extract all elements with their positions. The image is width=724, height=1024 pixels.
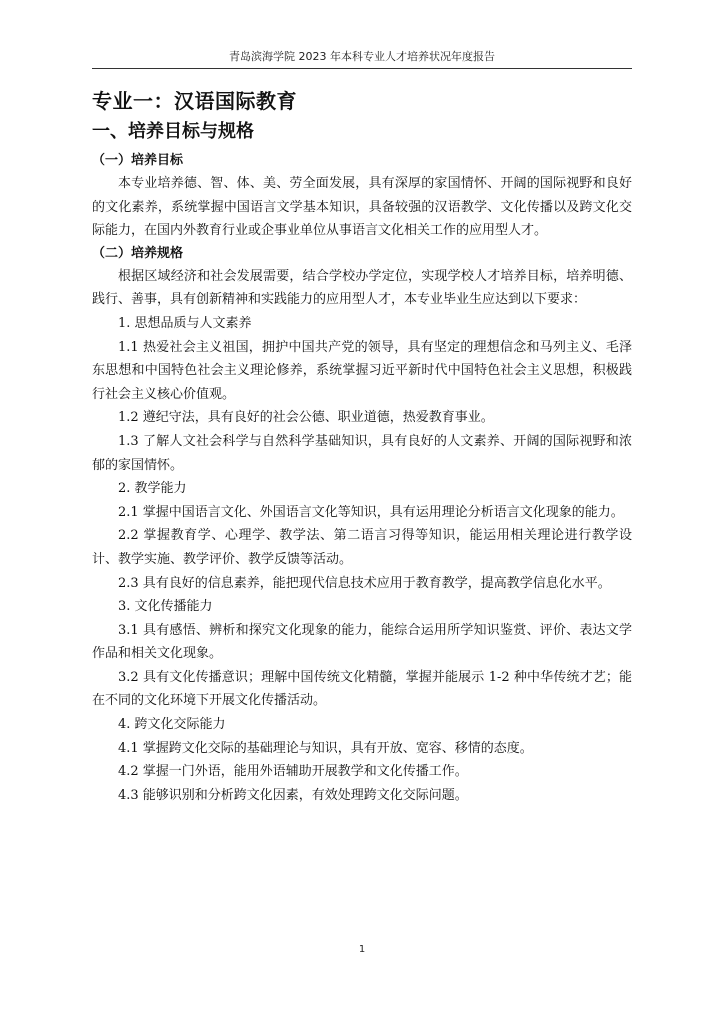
- section-title-training: 一、培养目标与规格: [92, 121, 254, 142]
- goal-paragraph: 本专业培养德、智、体、美、劳全面发展，具有深厚的家国情怀、开阔的国际视野和良好的文化素养，系统掌握中国语言文学基本知识，具备较强的汉语教学、文化传播以及跨文化交际能力，在国内外教育行业或企事业单位从事语言文化相关工作的应用型人才。: [92, 176, 632, 239]
- document-body: [92, 86, 632, 807]
- spec-item-2-1: 2.1 掌握中国语言文化、外国语言文化等知识，具有运用理论分析语言文化现象的能力。: [118, 504, 624, 520]
- major-title: 专业一：汉语国际教育: [92, 89, 297, 113]
- spec-item-1-3: 1.3 了解人文社会科学与自然科学基础知识，具有良好的人文素养、开阔的国际视野和浓郁的家国情怀。: [92, 433, 632, 473]
- spec-item-2-3: 2.3 具有良好的信息素养，能把现代信息技术应用于教育教学，提高教学信息化水平。: [118, 575, 611, 591]
- page-number: 1: [358, 944, 366, 955]
- spec-item-1-1: 1.1 热爱社会主义祖国，拥护中国共产党的领导，具有坚定的理想信念和马列主义、毛泽东思想和中国特色社会主义理论修养，系统掌握习近平新时代中国特色社会主义思想，积极践行社会主义核心价值观。: [92, 339, 632, 402]
- running-header: 青岛滨海学院 2023 年本科专业人才培养状况年度报告: [229, 50, 495, 63]
- spec-item-4-3: 4.3 能够识别和分析跨文化因素，有效处理跨文化交际问题。: [118, 787, 468, 803]
- spec-heading-1: 1. 思想品质与人文素养: [118, 315, 252, 331]
- spec-item-3-1: 3.1 具有感悟、辨析和探究文化现象的能力，能综合运用所学知识鉴赏、评价、表达文学作品和相关文化现象。: [92, 622, 632, 662]
- header-divider: [92, 68, 632, 69]
- spec-item-1-2: 1.2 遵纪守法，具有良好的社会公德、职业道德，热爱教育事业。: [118, 410, 494, 426]
- spec-item-4-2: 4.2 掌握一门外语，能用外语辅助开展教学和文化传播工作。: [118, 764, 468, 780]
- spec-item-2-2: 2.2 掌握教育学、心理学、教学法、第二语言习得等知识，能运用相关理论进行教学设计、教学实施、教学评价、教学反馈等活动。: [92, 528, 632, 567]
- spec-heading-3: 3. 文化传播能力: [118, 599, 213, 615]
- spec-item-3-2: 3.2 具有文化传播意识；理解中国传统文化精髓，掌握并能展示 1-2 种中华传统才艺；能在不同的文化环境下开展文化传播活动。: [92, 669, 632, 709]
- subsection-title-goal: （一）培养目标: [92, 153, 184, 168]
- subsection-title-spec: （二）培养规格: [92, 245, 184, 261]
- spec-heading-2: 2. 教学能力: [118, 481, 187, 497]
- spec-heading-4: 4. 跨文化交际能力: [118, 717, 226, 733]
- spec-intro-paragraph: 根据区域经济和社会发展需要，结合学校办学定位，实现学校人才培养目标，培养明德、践行、善事，具有创新精神和实践能力的应用型人才，本专业毕业生应达到以下要求：: [92, 268, 632, 308]
- spec-item-4-1: 4.1 掌握跨文化交际的基础理论与知识，具有开放、宽容、移情的态度。: [118, 740, 533, 756]
